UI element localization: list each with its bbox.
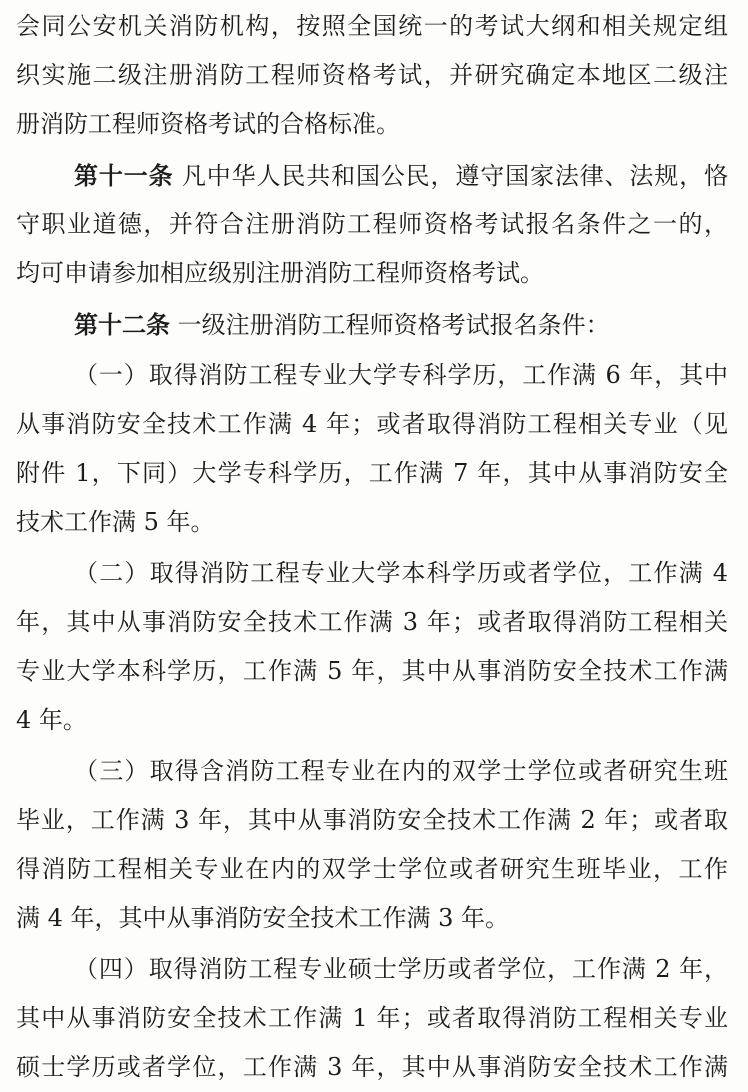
- text-line: [16, 151, 728, 200]
- line-text: （四）取得消防工程专业硕士学历或者学位，工作满 2 年，: [74, 955, 728, 983]
- line-text: 织实施二级注册消防工程师资格考试，并研究确定本地区二级注: [16, 61, 728, 89]
- text-line: [16, 2, 728, 51]
- text-line: [16, 249, 728, 298]
- text-line: [16, 351, 728, 400]
- line-text: 其中从事消防安全技术工作满 1 年；或者取得消防工程相关专业: [16, 1004, 728, 1032]
- line-text: 附件 1，下同）大学专科学历，工作满 7 年，其中从事消防安全: [16, 459, 728, 487]
- text-line: [16, 845, 728, 894]
- text-line: [16, 945, 728, 994]
- line-text: 凡中华人民共和国公民，遵守国家法律、法规，恪: [173, 162, 728, 190]
- article-number: 第十二条: [74, 310, 170, 339]
- line-text: 技术工作满 5 年。: [16, 508, 215, 536]
- text-line: [16, 1043, 728, 1092]
- line-text: 满 4 年，其中从事消防安全技术工作满 3 年。: [16, 904, 510, 932]
- paragraph: [16, 747, 728, 943]
- article-paragraph: [16, 300, 728, 349]
- text-line: [16, 498, 728, 547]
- text-line: [16, 647, 728, 696]
- text-line: [16, 598, 728, 647]
- article-paragraph: [16, 151, 728, 298]
- line-text: 守职业道德，并符合注册消防工程师资格考试报名条件之一的，: [16, 210, 728, 238]
- text-line: [16, 100, 728, 149]
- text-line: [16, 51, 728, 100]
- line-text: 会同公安机关消防机构，按照全国统一的考试大纲和相关规定组: [16, 12, 728, 40]
- text-line: [16, 696, 728, 745]
- text-line: [16, 747, 728, 796]
- text-line: [16, 300, 728, 349]
- line-text: 毕业，工作满 3 年，其中从事消防安全技术工作满 2 年；或者取: [16, 806, 728, 834]
- line-text: 从事消防安全技术工作满 4 年；或者取得消防工程相关专业（见: [16, 410, 728, 438]
- line-text: （一）取得消防工程专业大学专科学历，工作满 6 年，其中: [74, 361, 728, 389]
- paragraph: [16, 549, 728, 745]
- text-line: [16, 796, 728, 845]
- text-line: [16, 894, 728, 943]
- line-text: 册消防工程师资格考试的合格标准。: [16, 110, 400, 138]
- text-line: [16, 994, 728, 1043]
- line-text: 专业大学本科学历，工作满 5 年，其中从事消防安全技术工作满: [16, 657, 728, 685]
- line-text: 一级注册消防工程师资格考试报名条件：: [170, 311, 610, 339]
- paragraph: [16, 351, 728, 547]
- text-line: [16, 449, 728, 498]
- paragraph: [16, 2, 728, 149]
- line-text: （三）取得含消防工程专业在内的双学士学位或者研究生班: [74, 757, 728, 785]
- document-page: [16, 2, 728, 1092]
- text-line: [16, 400, 728, 449]
- text-line: [16, 549, 728, 598]
- line-text: 4 年。: [16, 706, 87, 734]
- line-text: 均可申请参加相应级别注册消防工程师资格考试。: [16, 259, 544, 287]
- article-number: 第十一条: [74, 161, 174, 190]
- paragraph: [16, 945, 728, 1092]
- text-line: [16, 200, 728, 249]
- line-text: 硕士学历或者学位，工作满 3 年，其中从事消防安全技术工作满: [16, 1053, 728, 1081]
- line-text: （二）取得消防工程专业大学本科学历或者学位，工作满 4: [74, 559, 728, 587]
- line-text: 年，其中从事消防安全技术工作满 3 年；或者取得消防工程相关: [16, 608, 728, 636]
- line-text: 得消防工程相关专业在内的双学士学位或者研究生班毕业，工作: [16, 855, 728, 883]
